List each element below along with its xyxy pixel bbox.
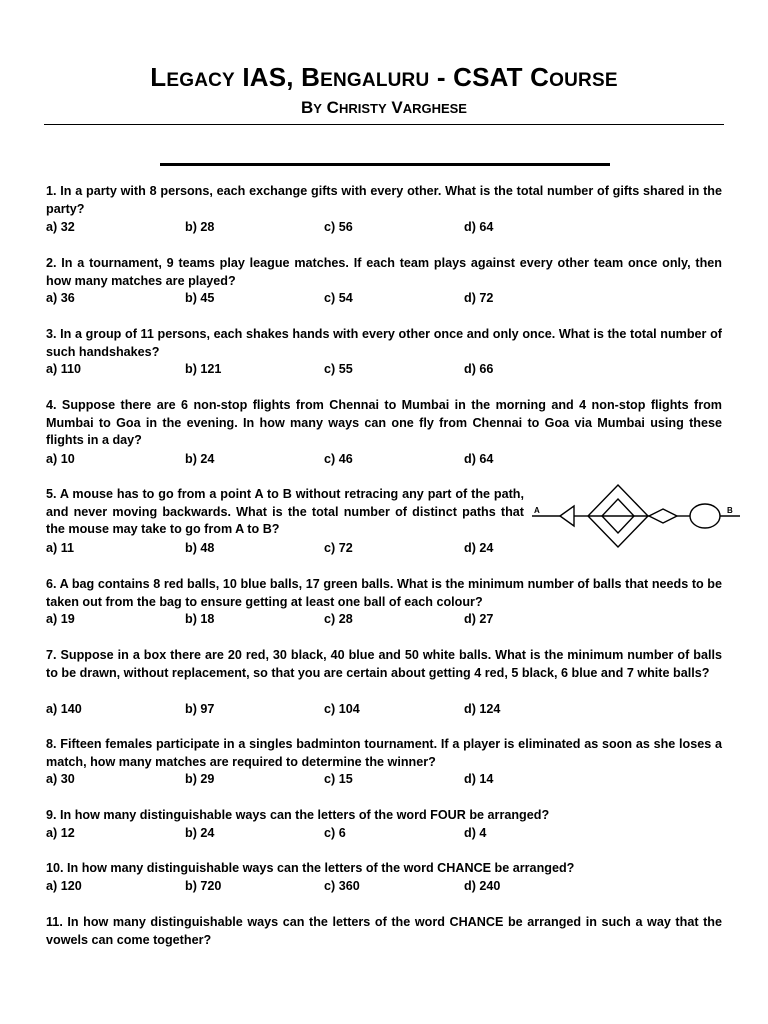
subtitle-part: V <box>386 98 403 117</box>
option-a: a) 12 <box>46 826 75 840</box>
header-divider <box>44 124 724 125</box>
option-c: c) 46 <box>324 452 353 466</box>
title-part: EGACY <box>166 70 235 91</box>
subtitle-part: ARGHESE <box>402 101 467 116</box>
question-text: 11. In how many distinguishable ways can the letters of the word CHANCE be arranged in such a way that the vowels can come together? <box>46 915 722 947</box>
question-text: 4. Suppose there are 6 non-stop flights from Chennai to Mumbai in the morning and 4 non-stop flights from Mumbai to Goa in the evening. In how many ways can one fly from Chennai to Goa via Mumbai using these flights in a day? <box>46 398 722 447</box>
question-text: 10. In how many distinguishable ways can the letters of the word CHANCE be arranged? <box>46 861 575 875</box>
option-c: c) 56 <box>324 220 353 234</box>
option-c: c) 6 <box>324 826 346 840</box>
diagram-label-a: A <box>534 506 540 515</box>
page-title <box>0 62 768 93</box>
title-part: IAS, B <box>234 62 321 92</box>
option-d: d) 24 <box>464 541 494 555</box>
option-b: b) 48 <box>185 541 215 555</box>
diagram-triangle <box>560 506 574 526</box>
option-d: d) 64 <box>464 452 494 466</box>
subtitle-part: HRISTY <box>338 101 387 116</box>
question-text: 5. A mouse has to go from a point A to B without retracing any part of the path, and never moving backwards. What is the total number of distinct paths that the mouse may take to go from A to B? <box>46 487 524 536</box>
diagram-label-b: B <box>727 506 733 515</box>
question-options <box>46 611 722 629</box>
question-options <box>46 701 722 719</box>
option-a: a) 140 <box>46 702 82 716</box>
title-part: ENGALURU <box>320 70 430 91</box>
question-text: 3. In a group of 11 persons, each shakes hands with every other once and only once. What is the total number of such handshakes? <box>46 327 722 359</box>
page-subtitle <box>0 98 768 118</box>
option-b: b) 97 <box>185 702 215 716</box>
option-a: a) 30 <box>46 772 75 786</box>
option-b: b) 24 <box>185 452 215 466</box>
option-a: a) 110 <box>46 362 82 376</box>
option-a: a) 11 <box>46 541 75 555</box>
diagram-small-diamond <box>649 509 677 523</box>
option-c: c) 54 <box>324 291 353 305</box>
option-a: a) 32 <box>46 220 75 234</box>
option-c: c) 360 <box>324 879 360 893</box>
question-text: 9. In how many distinguishable ways can the letters of the word FOUR be arranged? <box>46 808 550 822</box>
title-part: L <box>150 62 167 92</box>
question-text: 8. Fifteen females participate in a singles badminton tournament. If a player is eliminated as soon as she loses a match, how many matches are required to determine the winner? <box>46 737 722 769</box>
option-c: c) 104 <box>324 702 360 716</box>
option-b: b) 28 <box>185 220 215 234</box>
option-d: d) 27 <box>464 612 494 626</box>
question-text: 2. In a tournament, 9 teams play league matches. If each team plays against every other team once only, then how many matches are played? <box>46 256 722 288</box>
option-b: b) 29 <box>185 772 215 786</box>
title-part: OURSE <box>549 70 618 91</box>
option-d: d) 14 <box>464 772 494 786</box>
option-d: d) 124 <box>464 702 501 716</box>
option-d: d) 72 <box>464 291 494 305</box>
subtitle-part: B <box>301 98 314 117</box>
subtitle-part: Y <box>313 101 322 116</box>
option-c: c) 28 <box>324 612 353 626</box>
question-options <box>46 540 722 558</box>
question-text: 1. In a party with 8 persons, each exchange gifts with every other. What is the total number of gifts shared in the party? <box>46 184 722 216</box>
question-options <box>46 825 722 843</box>
option-a: a) 120 <box>46 879 82 893</box>
title-part: - CSAT C <box>429 62 550 92</box>
option-a: a) 19 <box>46 612 75 626</box>
option-c: c) 72 <box>324 541 353 555</box>
question-options <box>46 451 722 469</box>
option-d: d) 240 <box>464 879 501 893</box>
option-a: a) 36 <box>46 291 75 305</box>
option-c: c) 55 <box>324 362 353 376</box>
option-d: d) 4 <box>464 826 487 840</box>
question-options <box>46 219 722 237</box>
diagram-circle <box>690 504 720 528</box>
option-b: b) 121 <box>185 362 222 376</box>
option-c: c) 15 <box>324 772 353 786</box>
option-d: d) 64 <box>464 220 494 234</box>
option-b: b) 18 <box>185 612 215 626</box>
option-b: b) 720 <box>185 879 222 893</box>
question-options <box>46 361 722 379</box>
question-options <box>46 771 722 789</box>
option-a: a) 10 <box>46 452 75 466</box>
question-options <box>46 878 722 896</box>
question-text: 7. Suppose in a box there are 20 red, 30 black, 40 blue and 50 white balls. What is the minimum number of balls to be drawn, without replacement, so that you are certain about getting 4 red, 5 black, 6 blue and 7 white balls? <box>46 648 722 680</box>
section-divider <box>160 163 610 166</box>
question-text: 6. A bag contains 8 red balls, 10 blue balls, 17 green balls. What is the minimum number of balls that needs to be taken out from the bag to ensure getting at least one ball of each colour? <box>46 577 722 609</box>
subtitle-part: C <box>321 98 339 117</box>
option-d: d) 66 <box>464 362 494 376</box>
option-b: b) 45 <box>185 291 215 305</box>
question-options <box>46 290 722 308</box>
option-b: b) 24 <box>185 826 215 840</box>
